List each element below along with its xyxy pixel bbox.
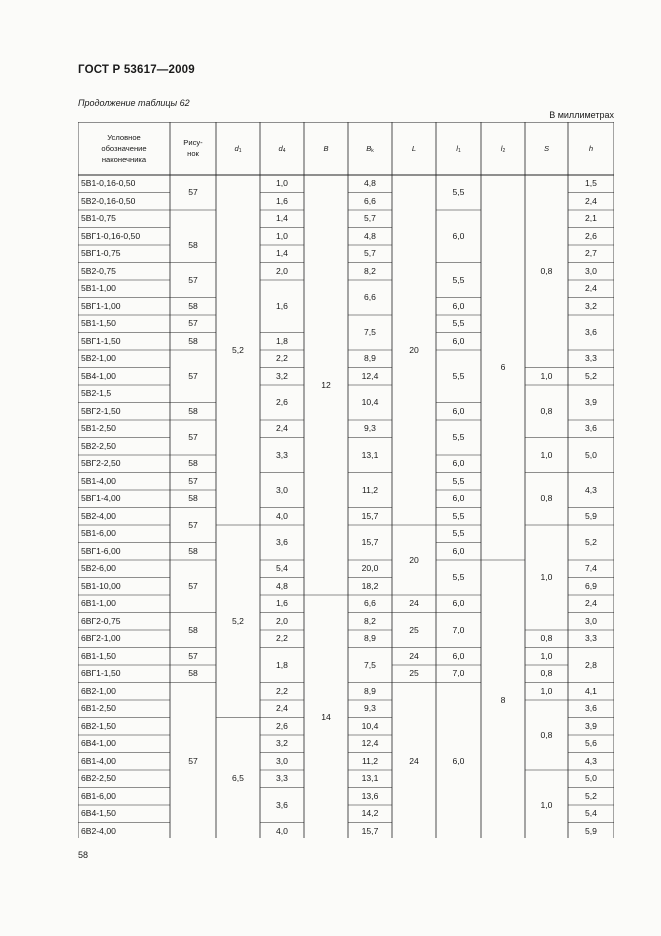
bk-cell: 9,3	[364, 703, 376, 714]
bk-cell: 20,0	[361, 563, 379, 574]
d4-cell: 2,6	[276, 397, 288, 407]
bk-cell: 6,6	[364, 598, 376, 609]
bk-cell: 10,4	[361, 720, 379, 731]
l1-cell: 7,0	[452, 668, 465, 679]
d4-cell: 1,6	[276, 300, 288, 311]
bk-cell: 6,6	[364, 292, 376, 302]
l1-cell: 5,5	[452, 572, 465, 582]
l1-cell: 5,5	[452, 187, 465, 197]
bk-cell: 10,4	[361, 397, 379, 407]
bk-cell: 8,2	[364, 265, 376, 276]
h-cell: 3,0	[585, 265, 597, 276]
designation-cell: 6В1-1,00	[81, 598, 116, 609]
s-cell: 0,8	[540, 633, 553, 644]
designation-cell: 5ВГ1-1,50	[81, 335, 121, 346]
l1-cell: 5,5	[452, 370, 465, 381]
page-number: 58	[78, 850, 89, 860]
designation-cell: 5В1-10,00	[81, 580, 121, 591]
h-cell: 3,9	[585, 397, 597, 407]
l1-cell: 6,0	[452, 335, 465, 346]
bk-cell: 4,8	[364, 178, 376, 189]
h-cell: 5,2	[585, 537, 597, 547]
figure-cell: 58	[188, 493, 198, 504]
header-col-8: $l_2$	[500, 144, 506, 154]
figure-cell: 57	[188, 755, 198, 766]
d4-cell: 2,4	[276, 703, 288, 714]
bk-cell: 13,1	[361, 773, 379, 784]
d4-cell: 3,0	[276, 484, 288, 495]
h-cell: 3,6	[585, 327, 597, 337]
s-cell: 1,0	[540, 449, 553, 460]
designation-cell: 5В1-6,00	[81, 528, 116, 539]
l1-cell: 5,5	[452, 432, 465, 442]
b-cell: 12	[321, 379, 331, 390]
header-col-2: $d_1$	[234, 144, 242, 154]
figure-cell: 58	[188, 624, 198, 635]
s-cell: 0,8	[540, 668, 553, 679]
d4-cell: 1,6	[276, 195, 288, 206]
designation-cell: 5В2-0,75	[81, 265, 116, 276]
h-cell: 1,5	[585, 178, 597, 189]
d4-cell: 2,0	[276, 615, 288, 626]
l1-cell: 6,0	[452, 650, 465, 661]
designation-cell: 5В4-1,00	[81, 370, 116, 381]
l1-cell: 5,5	[452, 528, 465, 539]
h-cell: 3,2	[585, 300, 597, 311]
s-cell: 0,8	[540, 493, 553, 504]
designation-cell: 5ВГ1-4,00	[81, 493, 121, 504]
d4-cell: 1,8	[276, 659, 288, 670]
h-cell: 2,8	[585, 659, 597, 670]
d4-cell: 4,8	[276, 580, 288, 591]
bk-cell: 6,6	[364, 195, 376, 206]
bk-cell: 8,9	[364, 353, 376, 364]
l-cell: 20	[409, 344, 419, 355]
h-cell: 5,2	[585, 790, 597, 801]
designation-cell: 6В2-4,00	[81, 825, 116, 836]
h-cell: 5,0	[585, 449, 597, 460]
d4-cell: 3,2	[276, 738, 288, 749]
h-cell: 3,6	[585, 703, 597, 714]
bk-cell: 13,1	[361, 449, 379, 460]
document-title: ГОСТ Р 53617—2009	[78, 64, 195, 76]
bk-cell: 12,4	[361, 738, 379, 749]
figure-cell: 57	[188, 187, 198, 197]
bk-cell: 7,5	[364, 327, 376, 337]
h-cell: 6,9	[585, 580, 597, 591]
d4-cell: 3,0	[276, 755, 288, 766]
l1-cell: 6,0	[452, 755, 465, 766]
designation-cell: 5В2-6,00	[81, 563, 116, 574]
header-col-9: S	[543, 144, 550, 153]
figure-cell: 57	[188, 580, 198, 591]
bk-cell: 4,8	[364, 230, 376, 241]
h-cell: 5,6	[585, 738, 597, 749]
h-cell: 3,3	[585, 633, 597, 644]
bk-cell: 9,3	[364, 423, 376, 434]
bk-cell: 13,6	[361, 790, 379, 801]
designation-cell: 6В1-4,00	[81, 755, 116, 766]
designation-cell: 5В2-2,50	[81, 440, 116, 451]
bk-cell: 15,7	[361, 825, 379, 836]
designation-cell: 5В1-1,00	[81, 283, 116, 294]
l1-cell: 6,0	[452, 405, 465, 416]
designation-cell: 6В2-1,00	[81, 685, 116, 696]
header-col-5: $B_k$	[366, 144, 374, 154]
designation-cell: 6ВГ2-0,75	[81, 615, 121, 626]
figure-cell: 58	[188, 405, 198, 416]
designation-cell: 5ВГ2-2,50	[81, 458, 121, 469]
designation-cell: 5ВГ2-1,50	[81, 405, 121, 416]
designation-cell: 6В1-1,50	[81, 650, 116, 661]
l-cell: 24	[409, 650, 419, 661]
figure-cell: 57	[188, 519, 198, 530]
l1-cell: 6,0	[452, 598, 465, 609]
designation-cell: 6В1-2,50	[81, 703, 116, 714]
l2-cell: 6	[500, 362, 506, 372]
h-cell: 2,1	[585, 213, 597, 224]
l1-cell: 5,5	[452, 318, 465, 329]
l2-cell: 8	[500, 694, 506, 705]
designation-cell: 5ВГ1-1,00	[81, 300, 121, 311]
h-cell: 3,3	[585, 353, 597, 364]
h-cell: 2,6	[585, 230, 597, 241]
designation-cell: 5В2-1,00	[81, 353, 116, 364]
bk-cell: 8,9	[364, 633, 376, 644]
designation-cell: 5В1-1,50	[81, 318, 116, 329]
figure-cell: 57	[188, 274, 198, 285]
bk-cell: 14,2	[361, 808, 379, 819]
designation-cell: 5ВГ1-0,75	[81, 248, 121, 259]
d4-cell: 2,2	[276, 633, 288, 644]
designation-cell: 6В4-1,50	[81, 808, 116, 819]
l1-cell: 7,0	[452, 624, 465, 635]
figure-cell: 57	[188, 370, 198, 381]
dimensions-table	[78, 122, 614, 838]
d1-cell: 5,2	[232, 615, 244, 626]
s-cell: 1,0	[540, 685, 553, 696]
header-col-1: Рису-нок	[183, 138, 203, 158]
h-cell: 4,3	[585, 484, 597, 495]
d4-cell: 3,6	[276, 799, 288, 810]
d4-cell: 1,0	[276, 178, 288, 189]
designation-cell: 5ВГ1-6,00	[81, 545, 121, 556]
h-cell: 2,4	[585, 598, 597, 609]
header-col-0: Условное обозначение наконечника	[101, 133, 147, 164]
s-cell: 0,8	[540, 729, 553, 740]
d4-cell: 1,6	[276, 598, 288, 609]
header-col-3: $d_4$	[278, 144, 286, 154]
s-cell: 0,8	[540, 405, 553, 416]
figure-cell: 57	[188, 432, 198, 442]
d4-cell: 2,6	[276, 720, 288, 731]
l1-cell: 6,0	[452, 230, 465, 241]
bk-cell: 18,2	[361, 580, 379, 591]
l-cell: 20	[409, 554, 419, 565]
header-col-4: B	[323, 144, 329, 153]
d4-cell: 1,0	[276, 230, 288, 241]
l-cell: 25	[409, 624, 419, 635]
bk-cell: 8,9	[364, 685, 376, 696]
designation-cell: 6ВГ2-1,00	[81, 633, 121, 644]
designation-cell: 5В2-0,16-0,50	[81, 195, 136, 206]
bk-cell: 15,7	[361, 537, 379, 547]
designation-cell: 6В2-2,50	[81, 773, 116, 784]
l1-cell: 5,5	[452, 510, 465, 521]
figure-cell: 57	[188, 318, 198, 329]
l1-cell: 6,0	[452, 300, 465, 311]
s-cell: 0,8	[540, 265, 553, 276]
bk-cell: 11,2	[361, 484, 379, 495]
d4-cell: 3,2	[276, 370, 288, 381]
bk-cell: 12,4	[361, 370, 379, 381]
h-cell: 3,0	[585, 615, 597, 626]
bk-cell: 7,5	[364, 659, 376, 670]
h-cell: 3,9	[585, 720, 597, 731]
d4-cell: 3,3	[276, 773, 288, 784]
d4-cell: 1,4	[276, 248, 288, 259]
designation-cell: 5В1-0,75	[81, 213, 116, 224]
l1-cell: 5,5	[452, 274, 465, 285]
designation-cell: 6В1-6,00	[81, 790, 116, 801]
h-cell: 7,4	[585, 563, 597, 574]
l1-cell: 6,0	[452, 458, 465, 469]
d4-cell: 4,0	[276, 825, 288, 836]
designation-cell: 6В2-1,50	[81, 720, 116, 731]
l1-cell: 6,0	[452, 545, 465, 556]
h-cell: 4,3	[585, 755, 597, 766]
d4-cell: 3,6	[276, 537, 288, 547]
d4-cell: 1,4	[276, 213, 288, 224]
designation-cell: 5В1-4,00	[81, 475, 116, 486]
l-cell: 24	[409, 755, 419, 766]
figure-cell: 58	[188, 545, 198, 556]
d4-cell: 1,8	[276, 335, 288, 346]
h-cell: 2,7	[585, 248, 597, 259]
s-cell: 1,0	[540, 572, 553, 582]
l-cell: 24	[409, 598, 419, 609]
figure-cell: 57	[188, 650, 198, 661]
l1-cell: 5,5	[452, 475, 465, 486]
b-cell: 14	[321, 712, 331, 722]
figure-cell: 58	[188, 458, 198, 469]
table-continuation-caption: Продолжение таблицы 62	[78, 98, 190, 108]
figure-cell: 57	[188, 475, 198, 486]
d1-cell: 6,5	[232, 773, 244, 784]
designation-cell: 5В2-4,00	[81, 510, 116, 521]
designation-cell: 6ВГ1-1,50	[81, 668, 121, 679]
designation-cell: 5В1-0,16-0,50	[81, 178, 136, 189]
h-cell: 5,9	[585, 825, 597, 836]
h-cell: 3,6	[585, 423, 597, 434]
bk-cell: 5,7	[364, 248, 376, 259]
figure-cell: 58	[188, 239, 198, 250]
designation-cell: 5В2-1,5	[81, 388, 112, 399]
d4-cell: 4,0	[276, 510, 288, 521]
bk-cell: 15,7	[361, 510, 379, 521]
units-caption: В миллиметрах	[549, 110, 614, 120]
d4-cell: 2,2	[276, 685, 288, 696]
h-cell: 5,4	[585, 808, 597, 819]
figure-cell: 58	[188, 668, 198, 679]
designation-cell: 6В4-1,00	[81, 738, 116, 749]
s-cell: 1,0	[540, 650, 553, 661]
h-cell: 2,4	[585, 283, 597, 294]
designation-cell: 5ВГ1-0,16-0,50	[81, 230, 141, 241]
s-cell: 1,0	[540, 370, 553, 381]
header-col-6: L	[411, 144, 417, 153]
figure-cell: 58	[188, 335, 198, 346]
d4-cell: 3,3	[276, 449, 288, 460]
h-cell: 5,9	[585, 510, 597, 521]
d4-cell: 2,4	[276, 423, 288, 434]
d1-cell: 5,2	[232, 344, 244, 355]
bk-cell: 11,2	[361, 755, 379, 766]
l1-cell: 6,0	[452, 493, 465, 504]
bk-cell: 5,7	[364, 213, 376, 224]
figure-cell: 58	[188, 300, 198, 311]
s-cell: 1,0	[540, 799, 553, 810]
h-cell: 5,2	[585, 370, 597, 381]
h-cell: 5,0	[585, 773, 597, 784]
designation-cell: 5В1-2,50	[81, 423, 116, 434]
h-cell: 2,4	[585, 195, 597, 206]
d4-cell: 2,2	[276, 353, 288, 364]
h-cell: 4,1	[585, 685, 597, 696]
header-col-7: $l_1$	[456, 144, 461, 154]
bk-cell: 8,2	[364, 615, 376, 626]
d4-cell: 2,0	[276, 265, 288, 276]
d4-cell: 5,4	[276, 563, 288, 574]
l-cell: 25	[409, 668, 419, 679]
header-col-10: h	[588, 144, 594, 153]
